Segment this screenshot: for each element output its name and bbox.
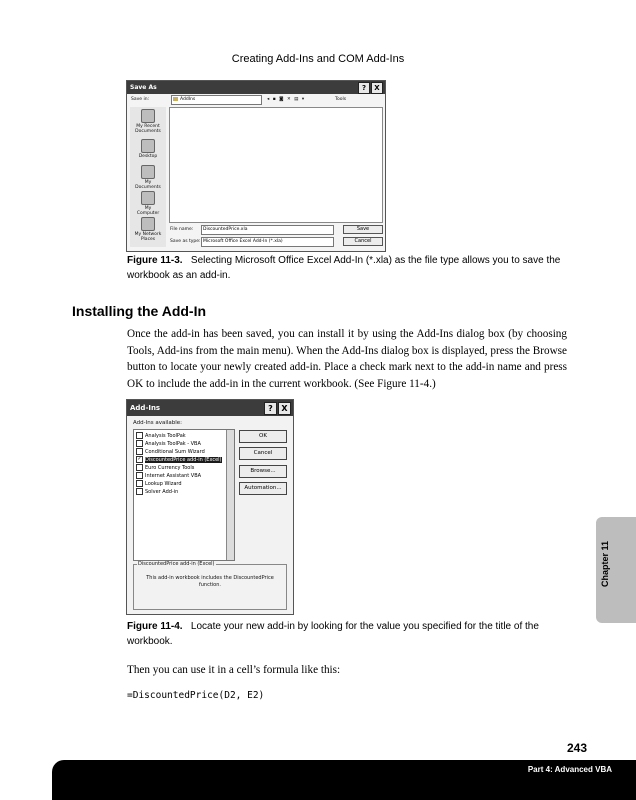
checkbox: [136, 440, 143, 447]
place-recent: My Recent Documents: [133, 109, 163, 134]
chapter-side-tab: [596, 517, 636, 623]
toolbar-icons: ◂ ▪ ◙ ✕ ▤ ▾: [267, 97, 306, 102]
body-paragraph-2: Then you can use it in a cell’s formula like this:: [127, 664, 341, 676]
add-ins-title-bar: [127, 400, 293, 416]
save-button: Save: [343, 225, 383, 234]
file-list-area: [169, 107, 383, 223]
file-name-field: DiscountedPrice.xla: [201, 225, 334, 235]
file-name-label: File name:: [170, 227, 194, 232]
my-computer-icon: [141, 191, 155, 205]
figure-caption-1: [127, 253, 567, 283]
checkbox: [136, 480, 143, 487]
help-icon: ?: [358, 82, 370, 94]
list-item: Conditional Sum Wizard: [136, 448, 205, 456]
list-item: Solver Add-in: [136, 488, 178, 496]
page-number: 243: [567, 741, 588, 755]
help-icon: ?: [264, 402, 277, 415]
section-heading: Installing the Add-In: [72, 303, 207, 319]
list-item: ✓ DiscountedPrice add-in (Excel): [137, 456, 222, 463]
add-ins-available-label: Add-Ins available:: [133, 420, 183, 426]
save-in-dropdown: [171, 95, 262, 105]
footer-bar: [52, 760, 636, 800]
footer-part-title: Part 4: Advanced VBA: [527, 765, 612, 774]
checkbox: [136, 488, 143, 495]
save-as-title: Save As: [130, 84, 157, 91]
save-in-label: Save in:: [131, 97, 150, 102]
add-ins-list: [133, 429, 235, 561]
list-item: Analysis ToolPak - VBA: [136, 440, 201, 448]
tools-menu: Tools: [335, 97, 347, 102]
checkbox-checked-icon: ✓: [137, 456, 142, 462]
list-item: Internet Assistant VBA: [136, 472, 201, 480]
place-my-documents: My Documents: [133, 165, 163, 190]
list-item: Analysis ToolPak: [136, 432, 186, 440]
close-icon: X: [278, 402, 291, 415]
list-item: Euro Currency Tools: [136, 464, 194, 472]
my-documents-icon: [141, 165, 155, 179]
save-as-title-bar: [127, 81, 385, 94]
chapter-label: Chapter 11: [600, 540, 610, 587]
save-as-dialog-figure: [126, 80, 386, 252]
add-ins-title: Add-Ins: [130, 404, 161, 412]
figure-number-1: Figure 11-3.: [127, 255, 183, 266]
desktop-icon: [141, 139, 155, 153]
checkbox: [136, 432, 143, 439]
ok-button: OK: [239, 430, 287, 443]
body-paragraph-1: Once the add-in has been saved, you can install it by using the Add-Ins dialog box (by choosing Tools, Add-ins from the main menu). When the Add-Ins dialog box is displayed, press the Browse button to locate your newly created add-in. Place a check mark next to the add-in name and press OK to include the add-in in the current workbook. (See Figure 11-4.): [127, 328, 567, 390]
network-places-icon: [141, 217, 155, 231]
automation-button: Automation...: [239, 482, 287, 495]
checkbox: [136, 472, 143, 479]
browse-button: Browse...: [239, 465, 287, 478]
running-head: Creating Add-Ins and COM Add-Ins: [231, 53, 405, 65]
place-network: My Network Places: [133, 217, 163, 242]
close-icon: X: [371, 82, 383, 94]
cancel-button: Cancel: [343, 237, 383, 246]
save-as-type-label: Save as type:: [170, 239, 201, 244]
checkbox: [136, 448, 143, 455]
add-in-description: This add-in workbook includes the DiscountedPrice function.: [146, 575, 274, 588]
cancel-button: Cancel: [239, 447, 287, 460]
figure-number-2: Figure 11-4.: [127, 621, 183, 632]
checkbox: [136, 464, 143, 471]
folder-icon: [173, 97, 178, 101]
figure-caption-2: [127, 619, 567, 649]
save-as-type-dropdown: Microsoft Office Excel Add-In (*.xla): [201, 237, 334, 247]
figure-caption-text-2: Locate your new add-in by looking for the value you specified for the title of the workbook.: [127, 621, 539, 647]
save-in-value: AddIns: [180, 97, 196, 102]
description-group: [133, 561, 287, 610]
place-my-computer: My Computer: [133, 191, 163, 216]
list-scrollbar: [226, 430, 234, 560]
figure-caption-text-1: Selecting Microsoft Office Excel Add-In (*.xla) as the file type allows you to save the workbook as an add-in.: [127, 255, 561, 281]
place-desktop: Desktop: [133, 139, 163, 159]
add-ins-dialog-figure: [126, 399, 294, 615]
code-sample: =DiscountedPrice(D2, E2): [127, 690, 265, 701]
recent-documents-icon: [141, 109, 155, 123]
description-group-title: DiscountedPrice add-in (Excel): [138, 561, 215, 567]
places-bar: [130, 107, 166, 247]
list-item: Lookup Wizard: [136, 480, 182, 488]
